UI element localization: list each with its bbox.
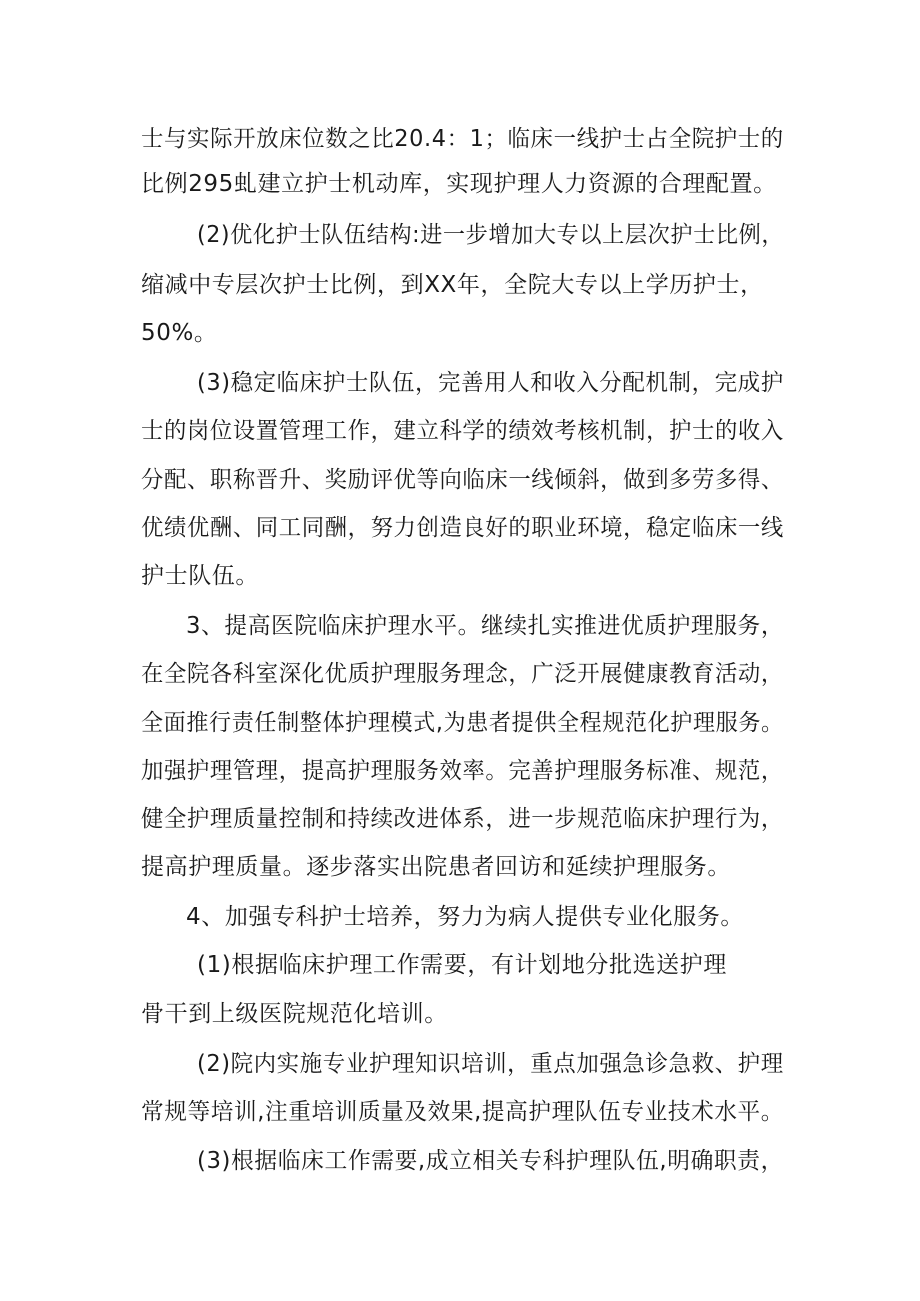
text-line: 护士队伍。 (141, 563, 259, 589)
text-line: 比例295虬建立护士机动库，实现护理人力资源的合理配置。 (141, 171, 777, 197)
text-line: 分配、职称晋升、奖励评优等向临床一线倾斜，做到多劳多得、 (141, 467, 784, 493)
text-line: 士与实际开放床位数之比20.4：1；临床一线护士占全院护士的 (141, 126, 784, 152)
text-line: 4、加强专科护士培养，努力为病人提供专业化服务。 (186, 904, 745, 930)
text-line: (2)优化护士队伍结构:进一步增加大专以上层次护士比例， (197, 222, 785, 248)
text-line: 缩减中专层次护士比例，到XX年，全院大专以上学历护士， (141, 272, 764, 298)
text-line: 50%。 (141, 320, 218, 346)
text-line: 骨干到上级医院规范化培训。 (141, 1001, 448, 1027)
text-line: 优绩优酬、同工同酬，努力创造良好的职业环境，稳定临床一线 (141, 515, 784, 541)
text-line: 士的岗位设置管理工作，建立科学的绩效考核机制，护士的收入 (141, 418, 784, 444)
text-line: 加强护理管理，提高护理服务效率。完善护理服务标准、规范， (141, 758, 784, 784)
text-line: (3)根据临床工作需要,成立相关专科护理队伍,明确职责， (197, 1148, 785, 1174)
text-line: 常规等培训,注重培训质量及效果,提高护理队伍专业技术水平。 (141, 1099, 785, 1125)
text-line: 健全护理质量控制和持续改进体系，进一步规范临床护理行为， (141, 806, 784, 832)
text-line: (2)院内实施专业护理知识培训，重点加强急诊急救、护理 (197, 1051, 784, 1077)
text-line: (1)根据临床护理工作需要，有计划地分批选送护理 (197, 952, 727, 978)
text-line: (3)稳定临床护士队伍，完善用人和收入分配机制，完成护 (197, 370, 784, 396)
text-line: 提高护理质量。逐步落实出院患者回访和延续护理服务。 (141, 854, 731, 880)
text-line: 全面推行责任制整体护理模式,为患者提供全程规范化护理服务。 (141, 710, 784, 736)
text-line: 3、提高医院临床护理水平。继续扎实推进优质护理服务， (186, 613, 785, 639)
text-line: 在全院各科室深化优质护理服务理念，广泛开展健康教育活动， (141, 661, 784, 687)
